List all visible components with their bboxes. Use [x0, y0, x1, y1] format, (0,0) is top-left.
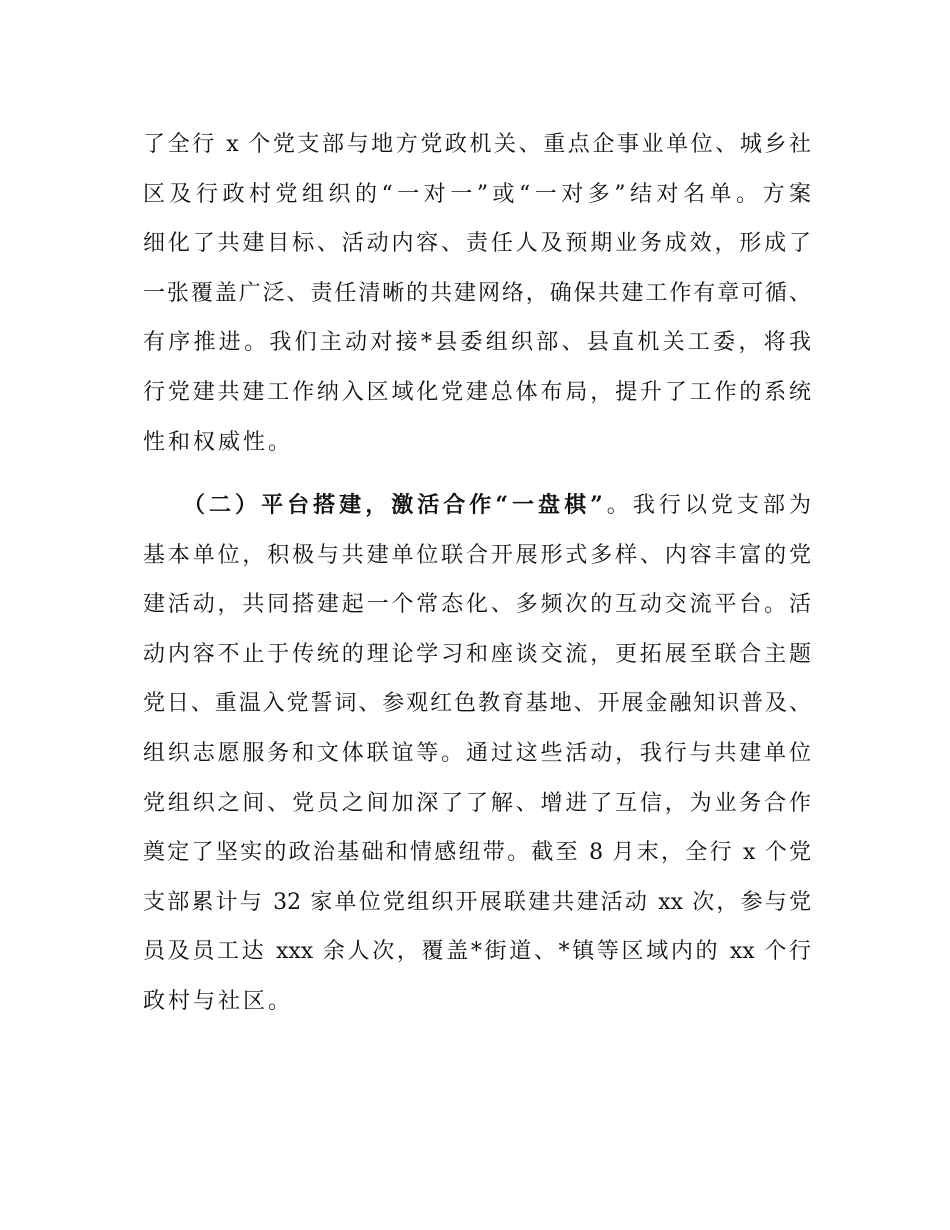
- text-line: 基本单位，积极与共建单位联合开展形式多样、内容丰富的党: [143, 542, 811, 568]
- text-line: 有序推进。我们主动对接*县委组织部、县直机关工委，将我: [143, 330, 811, 356]
- text-line: 区及行政村党组织的“一对一”或“一对多”结对名单。方案: [143, 181, 811, 207]
- text-line: 党组织之间、党员之间加深了了解、增进了互信，为业务合作: [143, 790, 811, 816]
- text-line: 一张覆盖广泛、责任清晰的共建网络，确保共建工作有章可循、: [143, 280, 811, 306]
- paragraph-1: [143, 120, 811, 467]
- text-line: 动内容不止于传统的理论学习和座谈交流，更拓展至联合主题: [143, 641, 811, 667]
- text-line: 建活动，共同搭建起一个常态化、多频次的互动交流平台。活: [143, 592, 811, 618]
- paragraph-2: [143, 481, 811, 1027]
- text-line: 党日、重温入党誓词、参观红色教育基地、开展金融知识普及、: [143, 691, 811, 717]
- section-first-line: [143, 481, 811, 531]
- text-line: 行党建共建工作纳入区域化党建总体布局，提升了工作的系统: [143, 379, 811, 405]
- text-line: 奠定了坚实的政治基础和情感纽带。截至 8 月末，全行 x 个党: [143, 840, 811, 866]
- text-line: 了全行 x 个党支部与地方党政机关、重点企事业单位、城乡社: [143, 132, 811, 157]
- section-lead-text: 。我行以党支部为: [602, 493, 811, 518]
- text-line: 员及员工达 xxx 余人次，覆盖*街道、*镇等区域内的 xx 个行: [143, 939, 811, 965]
- text-line: 性和权威性。: [143, 429, 294, 455]
- section-heading: （二）平台搭建，激活合作“一盘棋”: [183, 492, 603, 518]
- text-line: 政村与社区。: [143, 988, 294, 1014]
- text-line: 组织志愿服务和文体联谊等。通过这些活动，我行与共建单位: [143, 740, 811, 766]
- text-line: 细化了共建目标、活动内容、责任人及预期业务成效，形成了: [143, 231, 811, 257]
- text-line: 支部累计与 32 家单位党组织开展联建共建活动 xx 次，参与党: [143, 889, 811, 915]
